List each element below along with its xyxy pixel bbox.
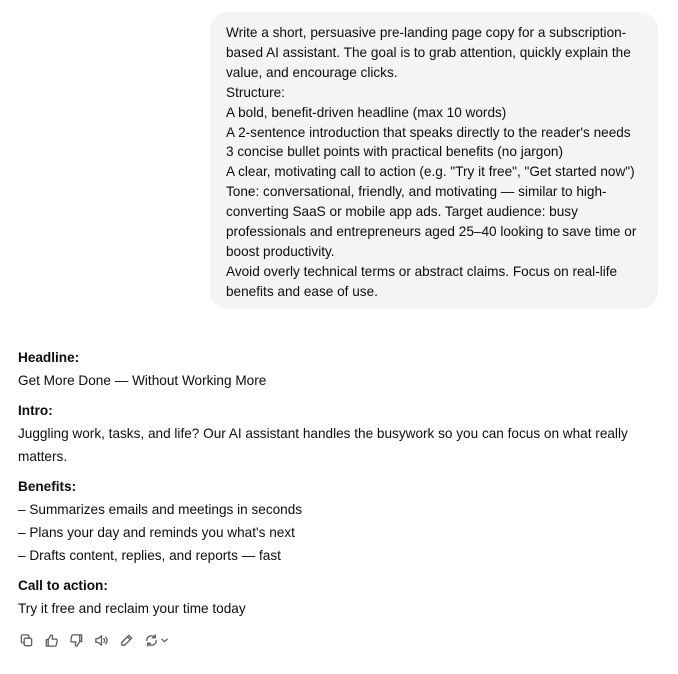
headline-title: Headline: bbox=[18, 350, 80, 365]
edit-icon bbox=[119, 633, 134, 648]
benefit-item: – Plans your day and reminds you what's next bbox=[18, 525, 295, 540]
user-message-bubble bbox=[210, 12, 658, 309]
user-message-line: Tone: conversational, friendly, and motivating — similar to high- bbox=[226, 184, 607, 200]
thumbs-down-button[interactable] bbox=[68, 632, 84, 648]
user-message-line: based AI assistant. The goal is to grab attention, quickly explain the bbox=[226, 44, 631, 60]
intro-text-line: Juggling work, tasks, and life? Our AI assistant handles the busywork so you can focus on what really bbox=[18, 426, 628, 441]
edit-button[interactable] bbox=[118, 632, 134, 648]
user-message-line: benefits and ease of use. bbox=[226, 283, 378, 299]
user-message-line: A bold, benefit-driven headline (max 10 words) bbox=[226, 104, 507, 120]
user-message-line: Write a short, persuasive pre-landing page copy for a subscription- bbox=[226, 25, 627, 40]
regenerate-button[interactable] bbox=[143, 632, 169, 648]
user-message-line: 3 concise bullet points with practical benefits (no jargon) bbox=[226, 144, 564, 160]
cta-text: Try it free and reclaim your time today bbox=[18, 601, 246, 616]
user-message-line: A clear, motivating call to action (e.g. "Try it free", "Get started now") bbox=[226, 164, 635, 180]
read-aloud-icon bbox=[94, 633, 109, 648]
benefit-item: – Drafts content, replies, and reports — fast bbox=[18, 548, 281, 563]
thumbs-up-button[interactable] bbox=[43, 632, 59, 648]
user-message-line: boost productivity. bbox=[226, 243, 335, 259]
user-message-line: Avoid overly technical terms or abstract claims. Focus on real-life bbox=[226, 263, 618, 279]
benefits-title: Benefits: bbox=[18, 479, 77, 494]
cta-title: Call to action: bbox=[18, 578, 108, 593]
intro-title: Intro: bbox=[18, 403, 53, 418]
thumbs-down-icon bbox=[69, 633, 84, 648]
copy-icon bbox=[19, 633, 34, 648]
thumbs-up-icon bbox=[44, 633, 59, 648]
benefit-item: – Summarizes emails and meetings in seconds bbox=[18, 502, 303, 517]
user-message-line: Structure: bbox=[226, 84, 285, 100]
copy-button[interactable] bbox=[18, 632, 34, 648]
assistant-message bbox=[18, 346, 658, 620]
message-actions bbox=[18, 630, 178, 650]
user-message-line: A 2-sentence introduction that speaks directly to the reader's needs bbox=[226, 124, 631, 140]
chevron-down-icon bbox=[160, 636, 169, 645]
user-message-line: converting SaaS or mobile app ads. Target audience: busy bbox=[226, 204, 578, 220]
user-message-line: professionals and entrepreneurs aged 25–40 looking to save time or bbox=[226, 224, 637, 240]
headline-text: Get More Done — Without Working More bbox=[18, 373, 267, 388]
read-aloud-button[interactable] bbox=[93, 632, 109, 648]
intro-text-line: matters. bbox=[18, 449, 68, 464]
regenerate-icon bbox=[144, 633, 159, 648]
user-message-line: value, and encourage clicks. bbox=[226, 64, 398, 80]
